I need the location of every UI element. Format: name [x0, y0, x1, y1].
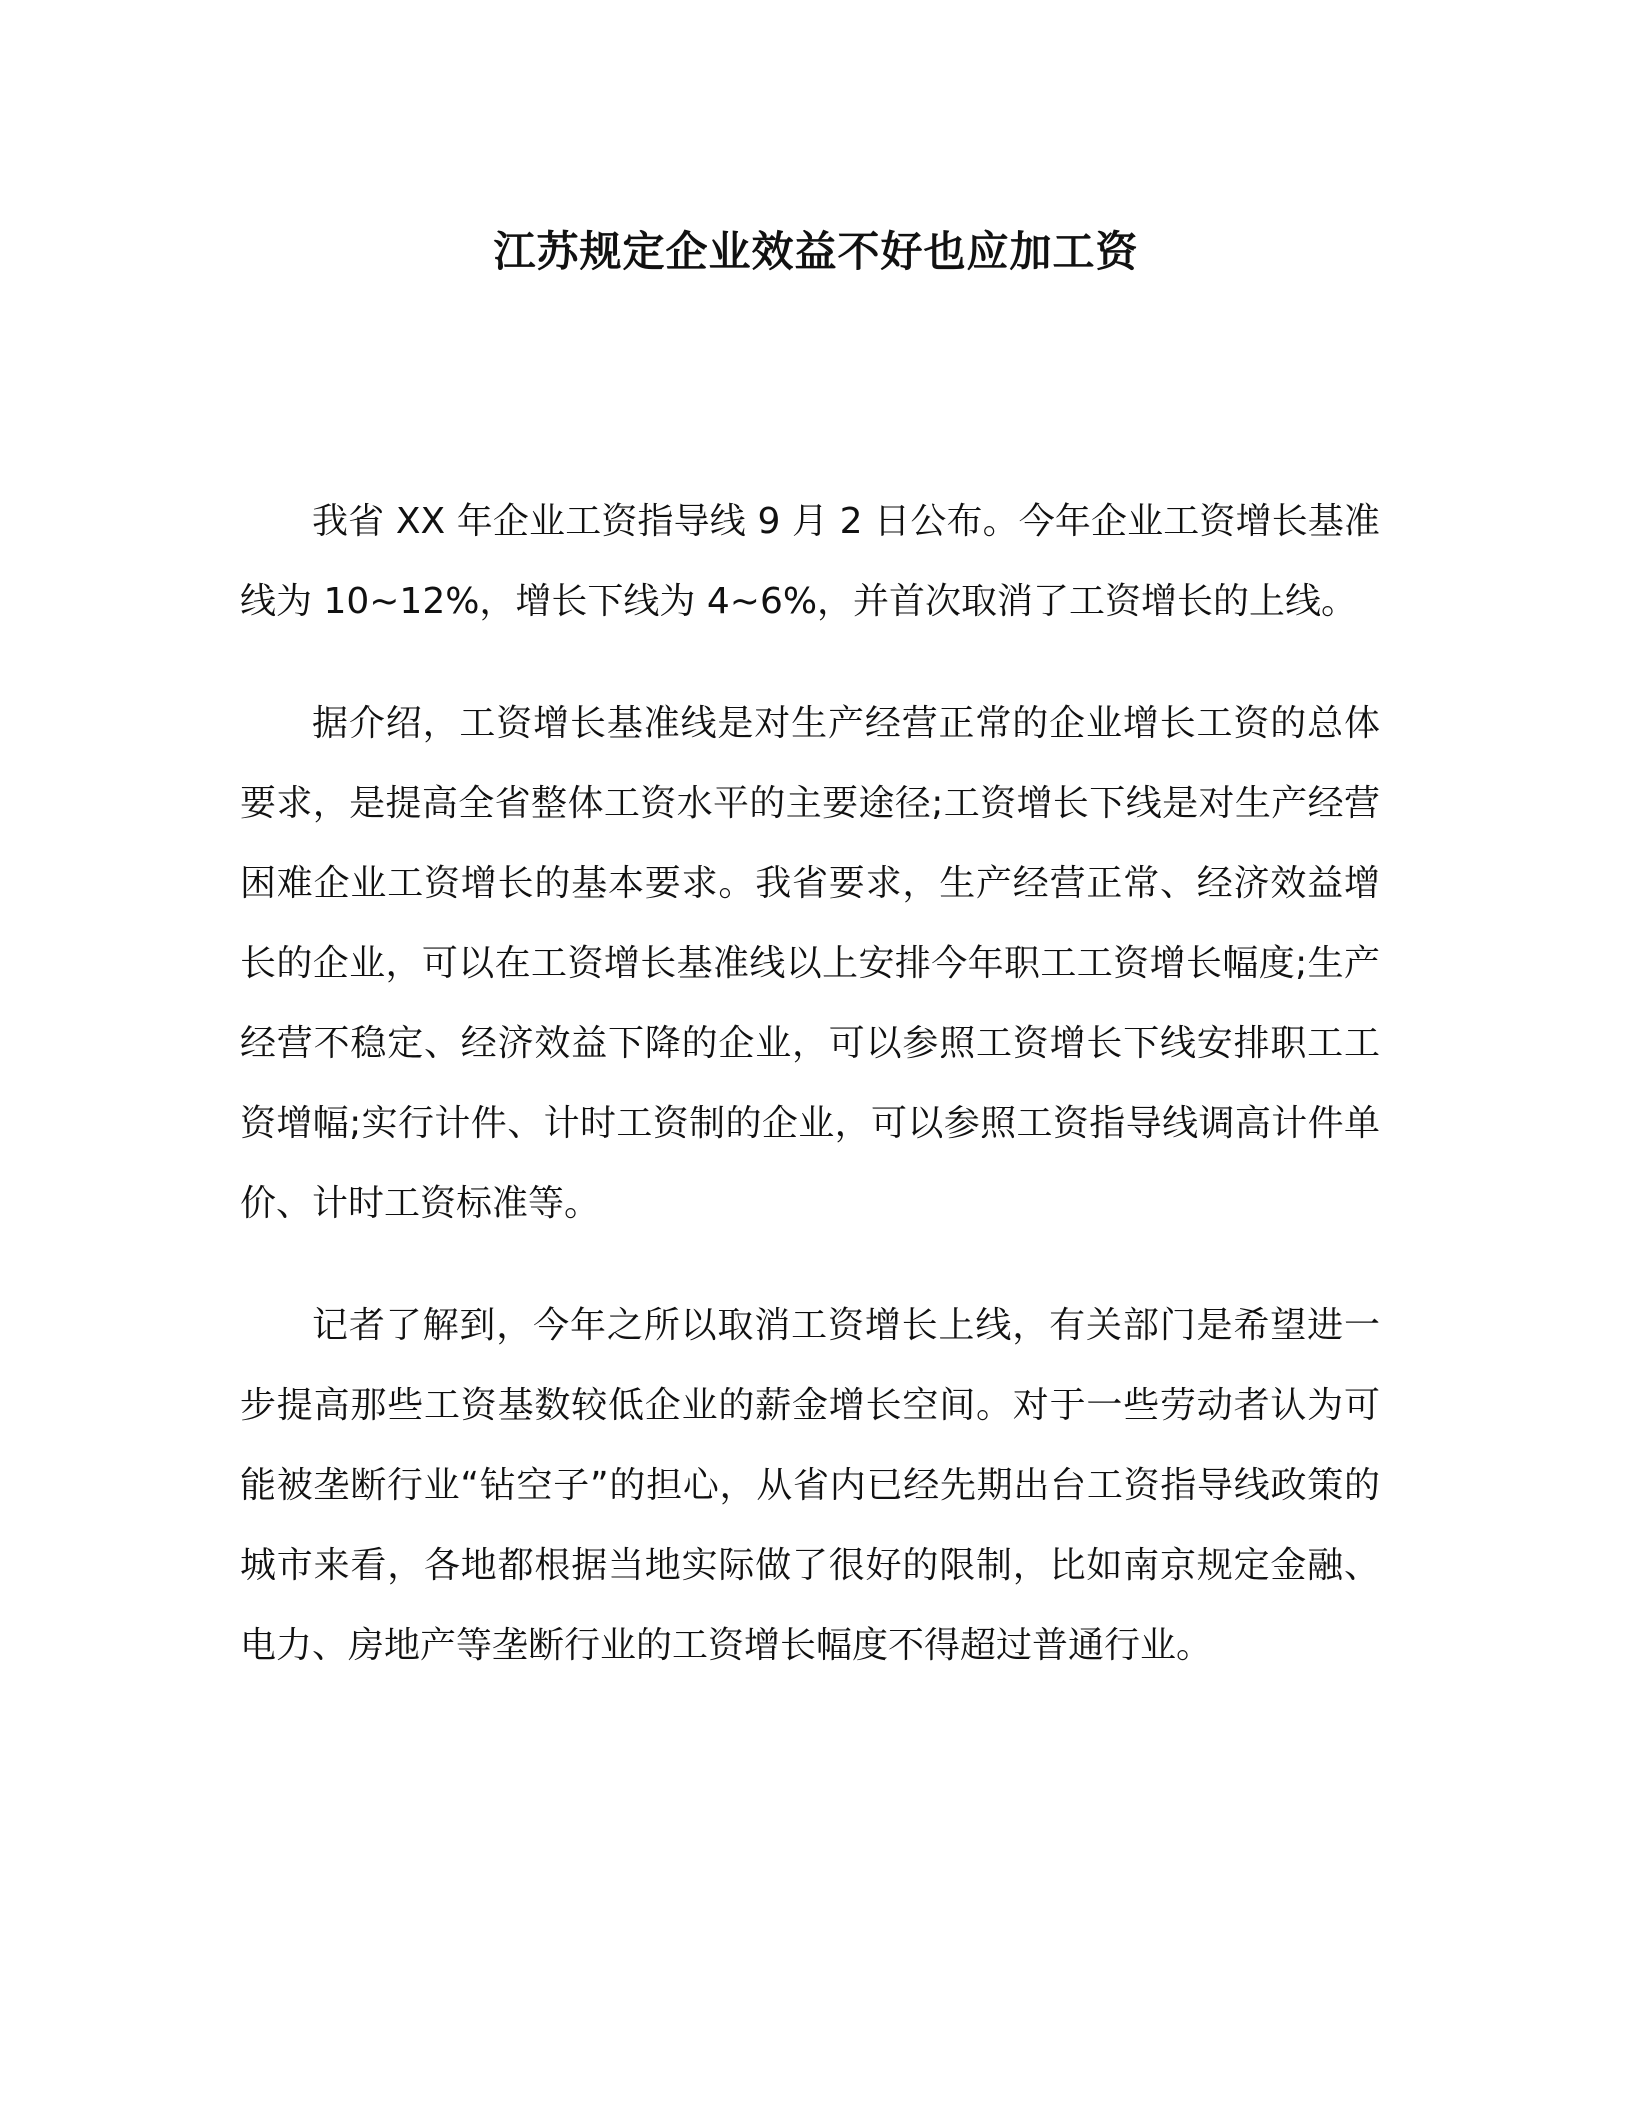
paragraph-2: 据介绍，工资增长基准线是对生产经营正常的企业增长工资的总体要求，是提高全省整体工资水平的主要途径;工资增长下线是对生产经营困难企业工资增长的基本要求。我省要求，生产经营正常、经济效益增长的企业，可以在工资增长基准线以上安排今年职工工资增长幅度;生产经营不稳定、经济效益下降的企业，可以参照工资增长下线安排职工工资增幅;实行计件、计时工资制的企业，可以参照工资指导线调高计件单价、计时工资标准等。	[240, 703, 1380, 1224]
document-title: 江苏规定企业效益不好也应加工资	[493, 227, 1139, 276]
paragraph-1: 我省 XX 年企业工资指导线 9 月 2 日公布。今年企业工资增长基准线为 10~12%，增长下线为 4~6%，并首次取消了工资增长的上线。	[240, 501, 1380, 622]
paragraph-3: 记者了解到，今年之所以取消工资增长上线，有关部门是希望进一步提高那些工资基数较低企业的薪金增长空间。对于一些劳动者认为可能被垄断行业“钻空子”的担心，从省内已经先期出台工资指导线政策的城市来看，各地都根据当地实际做了很好的限制，比如南京规定金融、电力、房地产等垄断行业的工资增长幅度不得超过普通行业。	[240, 1305, 1380, 1666]
document-body	[240, 482, 1380, 1728]
